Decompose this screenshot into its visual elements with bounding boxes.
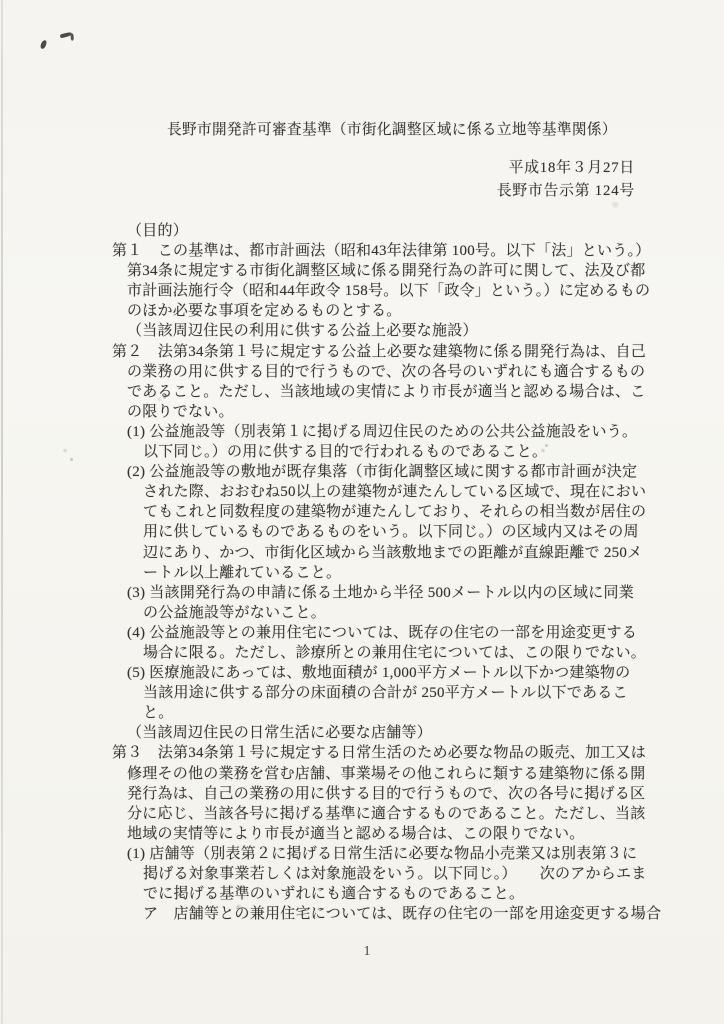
body-line: 市計画法施行令（昭和44年政令 158号。以下「政令」という。）に定めるもの bbox=[127, 283, 651, 300]
body-line: された際、おおむね50以上の建築物が連たんしている区域で、現在におい bbox=[143, 484, 647, 501]
body-line: (1) 店舗等（別表第２に掲げる日常生活に必要な物品小売業又は別表第３に bbox=[127, 845, 638, 862]
body-line: 分に応じ、当該各号に掲げる基準に適合するものであること。ただし、当該 bbox=[127, 805, 646, 822]
issue-date: 平成18年３月27日 bbox=[508, 160, 635, 176]
body-line: の公益施設等がないこと。 bbox=[143, 604, 327, 621]
ink-speck bbox=[60, 32, 73, 39]
body-line: 第２ 法第34条第１号に規定する公益上必要な建築物に係る開発行為は、自己 bbox=[112, 343, 647, 360]
document-body bbox=[0, 221, 724, 924]
body-line: ア 店舗等との兼用住宅については、既存の住宅の一部を用途変更する場合 bbox=[143, 906, 662, 923]
body-line: の業務の用に供する目的で行うもので、次の各号のいずれにも適合するもの bbox=[127, 363, 646, 380]
body-line: てもこれと同数程度の建築物が連たんしており、それらの相当数が居住の bbox=[143, 504, 647, 521]
body-line: (4) 公益施設等との兼用住宅については、既存の住宅の一部を用途変更する bbox=[127, 624, 637, 641]
body-line: （当該周辺住民の日常生活に必要な店舗等） bbox=[127, 725, 433, 742]
body-line: と。 bbox=[143, 705, 174, 722]
body-line: 用に供しているものであるものをいう。以下同じ。）の区域内又はその周 bbox=[143, 524, 639, 541]
body-line: 修理その他の業務を営む店舗、事業場その他これらに類する建築物に係る開 bbox=[127, 765, 646, 782]
body-line: 辺にあり、かつ、市街化区域から当該敷地までの距離が直線距離で 250メ bbox=[143, 544, 643, 561]
body-line: 地域の実情等により市長が適当と認める場合は、この限りでない。 bbox=[127, 825, 585, 842]
body-line: でに掲げる基準のいずれにも適合するものであること。 bbox=[143, 886, 525, 903]
body-line: 以下同じ。）の用に供する目的で行われるものであること。 bbox=[143, 444, 548, 461]
body-line: (1) 公益施設等（別表第１に掲げる周辺住民のための公共公益施設をいう。 bbox=[127, 423, 638, 440]
body-line: であること。ただし、当該地域の実情により市長が適当と認める場合は、こ bbox=[127, 383, 646, 400]
body-line: (2) 公益施設等の敷地が既存集落（市街化調整区域に関する都市計画が決定 bbox=[127, 464, 638, 481]
body-line: 第３ 法第34条第１号に規定する日常生活のため必要な物品の販売、加工又は bbox=[112, 745, 647, 762]
body-line: のほか必要な事項を定めるものとする。 bbox=[127, 303, 402, 320]
notification-number: 長野市告示第 124号 bbox=[496, 183, 635, 199]
body-line: (5) 医療施設にあっては、敷地面積が 1,000平方メートル以下かつ建築物の bbox=[127, 665, 631, 682]
body-line: 第１ この基準は、都市計画法（昭和43年法律第 100号。以下「法」という。） bbox=[112, 243, 651, 260]
body-line: 第34条に規定する市街化調整区域に係る開発行為の許可に関して、法及び都 bbox=[127, 263, 646, 280]
body-line: 発行為は、自己の業務の用に供する目的で行うもので、次の各号に掲げる区 bbox=[127, 785, 646, 802]
body-line: の限りでない。 bbox=[127, 403, 234, 420]
page-number: 1 bbox=[363, 944, 371, 959]
body-line: 場合に限る。ただし、診療所との兼用住宅については、この限りでない。 bbox=[143, 644, 646, 661]
document-title: 長野市開発許可審査基準（市街化調整区域に係る立地等基準関係） bbox=[167, 122, 617, 138]
body-line: （当該周辺住民の利用に供する公益上必要な施設） bbox=[127, 323, 478, 340]
body-line: （目的） bbox=[127, 223, 189, 239]
ink-speck bbox=[40, 39, 48, 49]
body-line: 当該用途に供する部分の床面積の合計が 250平方メートル以下であるこ bbox=[143, 685, 628, 702]
body-line: (3) 当該開発行為の申請に係る土地から半径 500メートル以内の区域に同業 bbox=[127, 584, 634, 601]
body-line: ートル以上離れていること。 bbox=[143, 564, 342, 581]
date-block bbox=[497, 157, 635, 203]
body-line: 掲げる対象事業若しくは対象施設をいう。以下同じ。） 次のアからエま bbox=[143, 866, 647, 882]
